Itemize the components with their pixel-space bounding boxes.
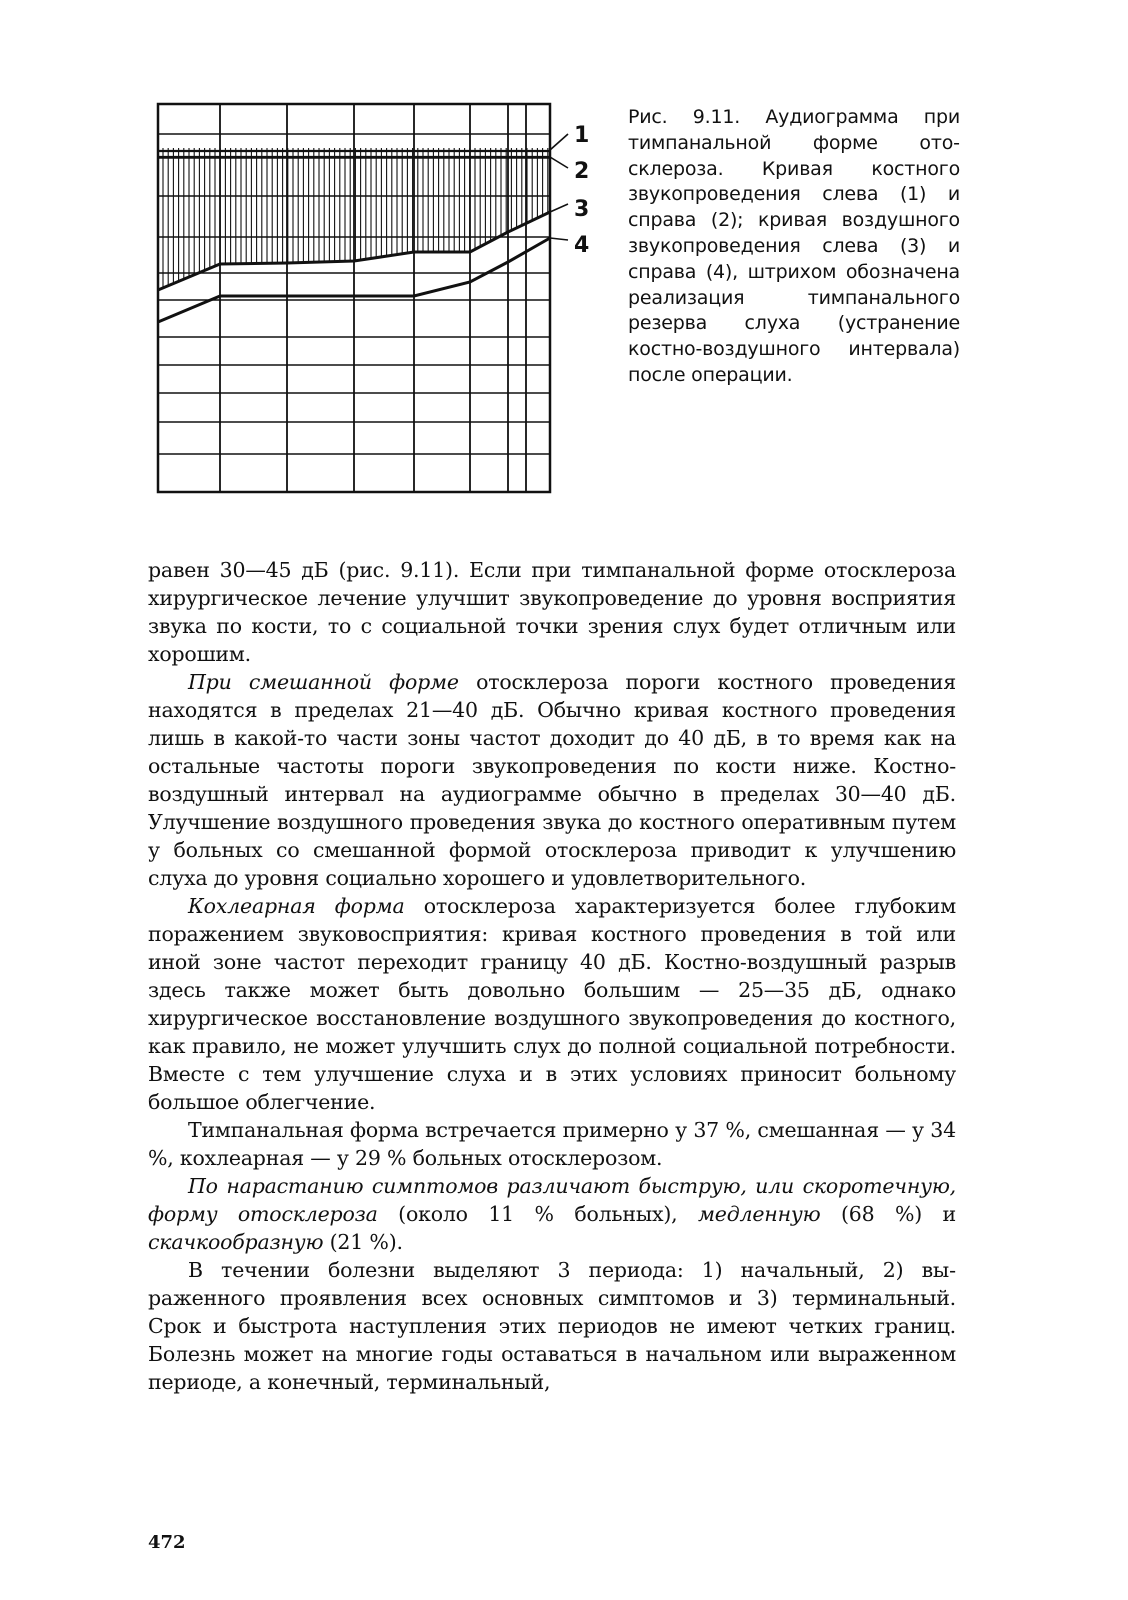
audiogram-figure	[150, 100, 600, 510]
text-run: (21 %).	[323, 1230, 403, 1254]
text-run: равен 30—45 дБ (рис. 9.11). Если при тимпанальной форме отосклероза хирургическое лечение улучшит звукопроведение до уровня восприятия звука по кости, то с социальной точки зрения слух будет отличным или хорошим.	[148, 558, 956, 666]
label-leader-line	[550, 134, 568, 150]
text-run: В течении болезни выделяют 3 периода: 1) начальный, 2) выраженного проявления всех основных симптомов и 3) терминальный. Срок и быстрота наступления этих периодов не имеют четких границ. Болезнь может на многие годы оставаться в начальном или выраженном периоде, а конечный, терминальный,	[148, 1258, 956, 1394]
italic-text: При смешанной форме	[188, 670, 459, 694]
curve-label-3: 3	[574, 197, 590, 222]
page-number: 472	[148, 1532, 186, 1553]
paragraph	[148, 668, 956, 892]
curve-labels	[550, 123, 589, 258]
italic-text: По нарастанию симптомов различают быструю, или скоротечную, форму отосклероза	[148, 1174, 956, 1226]
label-leader-line	[550, 157, 568, 168]
text-run: (68 %) и	[820, 1202, 956, 1226]
paragraph	[148, 1116, 956, 1172]
text-run: Тимпанальная форма встречается примерно у 37 %, смешанная — у 34 %, кохлеарная — у 29 % больных отосклерозом.	[148, 1118, 956, 1170]
audiogram-svg	[150, 100, 600, 510]
figure-caption: Рис. 9.11. Аудиограмма при тимпанальной форме отосклероза. Кривая костного звукопроведения слева (1) и справа (2); кривая воздушного звукопроведения слева (3) и справа (4), штрихом обозначена реализация тимпанального резерва слуха (устранение костно-воздушного интервала) после операции.	[628, 106, 960, 386]
paragraph	[148, 1256, 956, 1396]
paragraph	[148, 892, 956, 1116]
italic-text: медленную	[697, 1202, 821, 1226]
paragraph	[148, 1172, 956, 1256]
text-run: отосклероза пороги костного проведения находятся в пределах 21—40 дБ. Обычно кривая костного проведения лишь в какой-то части зоны частот доходит до 40 дБ, в то время как на остальные частоты пороги звукопроведения по кости ниже. Костно-воздушный интервал на аудиограмме обычно в пределах 30—40 дБ. Улучшение воздушного проведения звука до костного оперативным путем у больных со смешанной формой отосклероза приводит к улучшению слуха до уровня социально хорошего и удовлетворительного.	[148, 670, 956, 890]
label-leader-line	[550, 238, 568, 240]
label-leader-line	[550, 204, 568, 212]
italic-text: скачкообразную	[148, 1230, 324, 1254]
text-run: отосклероза характеризуется более глубоким поражением звуковосприятия: кривая костного проведения в той или иной зоне частот переходит границу 40 дБ. Костно-воздушный разрыв здесь также может быть довольно большим — 25—35 дБ, однако хирургическое восстановление воздушного звукопроведения до костного, как правило, не может улучшить слух до полной социальной потребности. Вместе с тем улучшение слуха и в этих условиях приносит больному большое облегчение.	[148, 894, 956, 1114]
body-text	[148, 556, 956, 1396]
text-run: (около 11 % больных),	[377, 1202, 698, 1226]
curve-label-1: 1	[574, 123, 590, 148]
curve-label-2: 2	[574, 159, 590, 184]
curve-label-4: 4	[574, 233, 590, 258]
paragraph	[148, 556, 956, 668]
italic-text: Кохлеарная форма	[188, 894, 405, 918]
